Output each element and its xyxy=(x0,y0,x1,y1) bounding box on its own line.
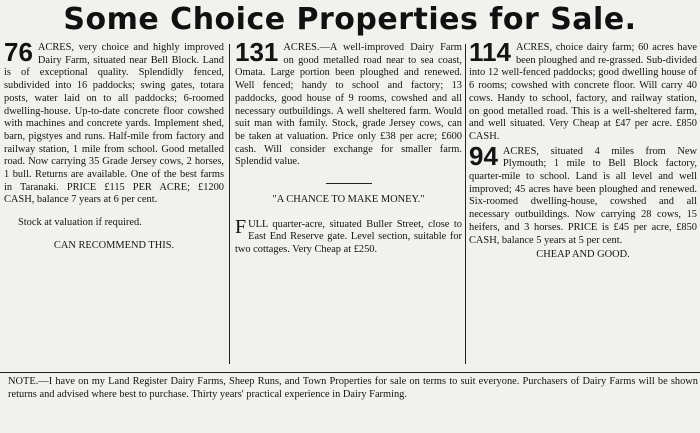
stock-note: Stock at valuation if required. xyxy=(18,217,142,229)
listing-76-acres xyxy=(4,37,224,253)
register-note: NOTE.—I have on my Land Register Dairy Farms, Sheep Runs, and Town Properties for sale on terms to suit everyone. Purchasers of Dairy Farms will be shown returns and advised where best to purchase. Thirty years' practical experience in Dairy Farming. xyxy=(8,376,698,400)
listing-text: ACRES.—A well-improved Dairy Farm on good metalled road near to sea coast, Omata. Large portion been ploughed and renewed. Well fenced; handy to school and factory; 13 paddocks, good house of 9 rooms, cowshed and all necessary outbuildings. A well sheltered farm. Would suit man with family. Stock, grade Jersey cows, can be taken at valuation. Price only £38 per acre; £600 cash. Will consider exchange for smaller farm. Splendid value. xyxy=(235,42,462,168)
column-divider-2 xyxy=(465,44,466,364)
quarter-acre-listing xyxy=(235,215,462,257)
headline: Some Choice Properties for Sale. xyxy=(63,2,637,37)
lot-number: 131 xyxy=(235,37,279,67)
lot-number: 114 xyxy=(469,37,511,67)
listing-94-acres xyxy=(469,140,697,248)
divider xyxy=(326,183,372,184)
chance-heading: "A CHANCE TO MAKE MONEY." xyxy=(272,194,425,206)
listing-114-94-acres xyxy=(469,37,697,262)
lot-number: 94 xyxy=(469,140,498,171)
listing-text: ACRES, very choice and highly improved Dairy Farm, situated near Bell Block. Land is of exceptional quality. Splendidly fenced, subdivided into 16 paddocks; swing gates, totara posts, water laid on to all paddocks; 6-roomed dwelling-house. Up-to-date concrete floor cowshed with machines and concrete yards. Implement shed, barn, pigstyes and runs. Half-mile from factory and railway station, 1 mile from school. Good metalled road. Now carrying 35 Grade Jersey cows, 2 horses, 1 bull. Returns are available. One of the best farms in Taranaki. PRICE £115 PER ACRE; £1200 CASH, balance 7 years at 6 per cent. xyxy=(4,42,224,206)
cheap-good-line: CHEAP AND GOOD. xyxy=(536,249,630,261)
column-divider-1 xyxy=(229,44,230,364)
recommend-line: CAN RECOMMEND THIS. xyxy=(53,239,175,251)
listing-text: ULL quarter-acre, situated Buller Street, close to East End Reserve gate. Level section, suitable for two cottages. Very Cheap at £250. xyxy=(235,218,462,256)
listing-text: ACRES, situated 4 miles from New Plymouth; 1 mile to Bell Block factory, quarter-mile to school. Land is all level and well improved; 45 acres have been ploughed and renewed. Six-roomed dwelling-house, cowshed and all necessary outbuildings. Now carrying 28 cows, 15 heifers, and 3 horses. PRICE is £45 per acre, £850 CASH, balance 5 years at 5 per cent. xyxy=(469,145,697,246)
lot-number: 76 xyxy=(4,37,33,67)
listing-text: ACRES, choice dairy farm; 60 acres have been ploughed and re-grassed. Sub-divided into 12 well-fenced paddocks; good dwelling house of 6 rooms; cowshed with concrete floor. Will carry 40 cows. Handy to school, factory, and railway station, on good metalled road. This is a well-sheltered farm, and well situated. Very Cheap at £47 per acre. £850 CASH. xyxy=(469,42,697,142)
note-rule xyxy=(0,372,700,373)
drop-cap: F xyxy=(235,215,247,238)
listing-131-acres xyxy=(235,37,462,257)
